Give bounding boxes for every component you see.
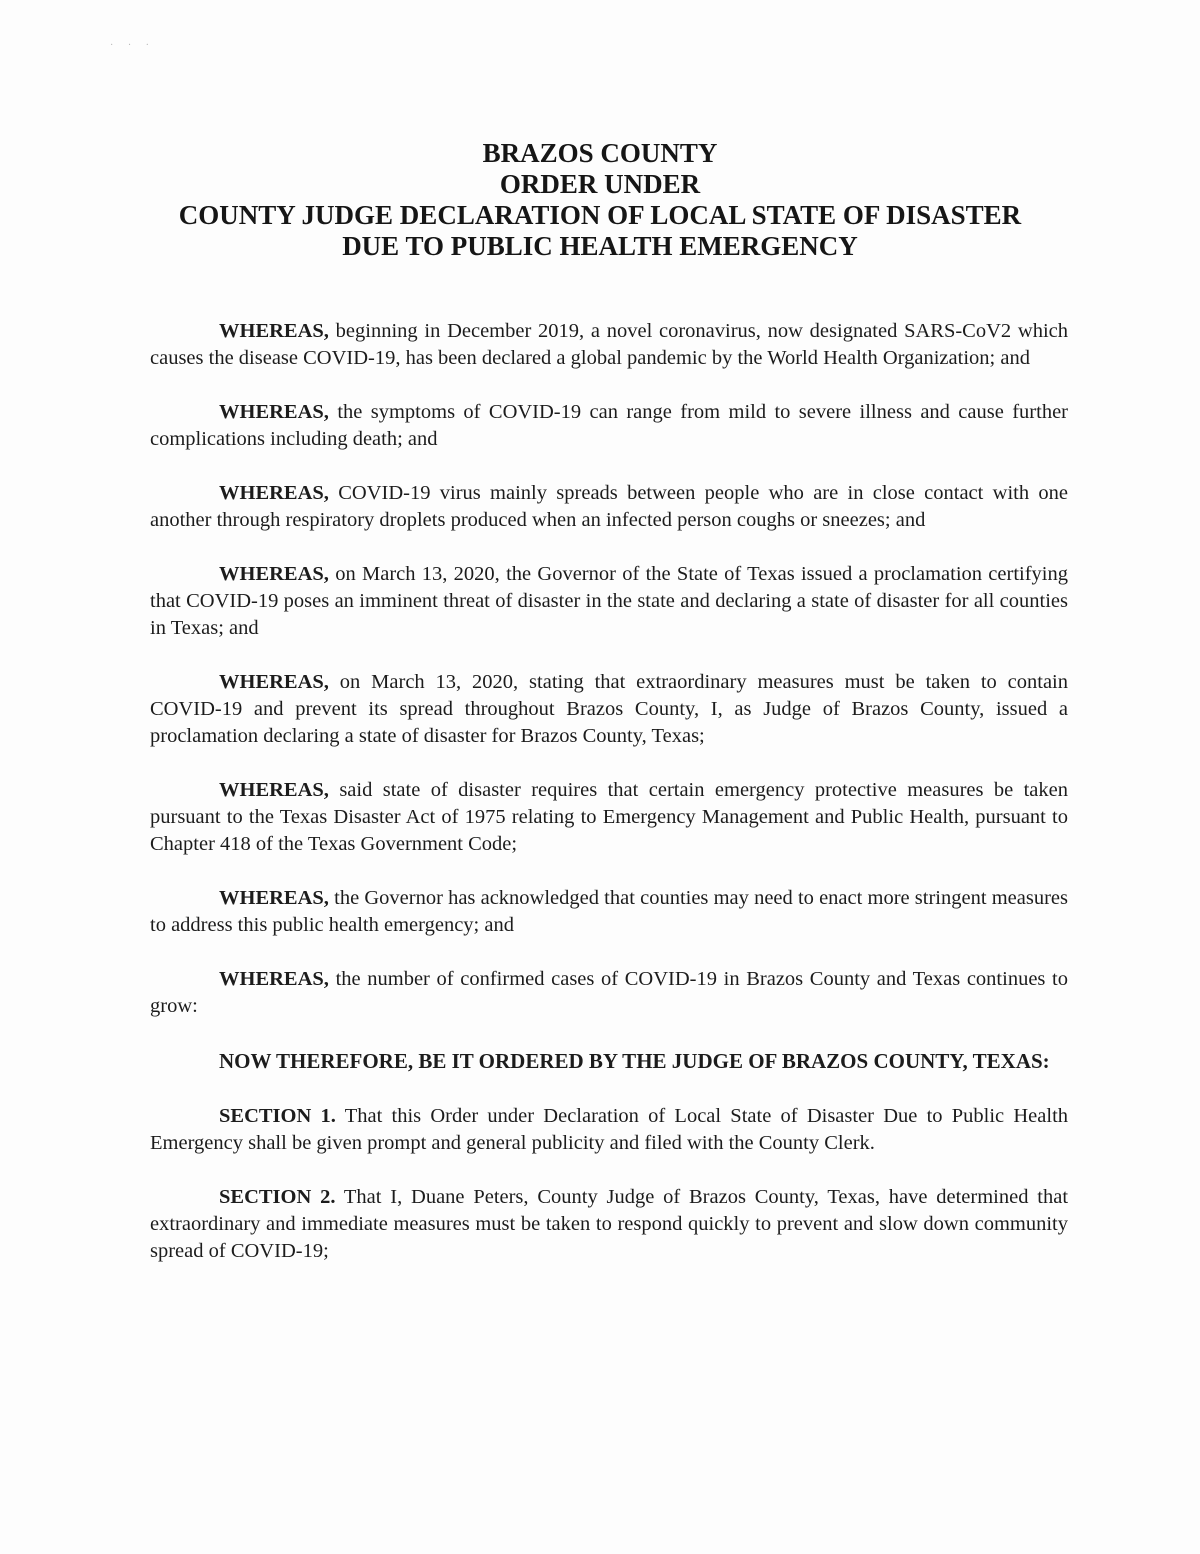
whereas-lead: WHEREAS, <box>219 887 329 909</box>
section-text: That I, Duane Peters, County Judge of Brazos County, Texas, have determined that extraordinary and immediate measures must be taken to respond quickly to prevent and slow down community spread of COVID-19; <box>150 1186 1069 1262</box>
whereas-text: the Governor has acknowledged that counties may need to enact more stringent measures to address this public health emergency; and <box>150 887 1068 936</box>
whereas-lead: WHEREAS, <box>219 482 329 504</box>
whereas-lead: WHEREAS, <box>219 671 329 693</box>
whereas-lead: WHEREAS, <box>219 968 329 990</box>
whereas-paragraph-4 <box>150 561 1068 642</box>
whereas-text: said state of disaster requires that certain emergency protective measures be taken pursuant to the Texas Disaster Act of 1975 relating to Emergency Management and Public Health, pursuant to Chapter 418 of the Texas Government Code; <box>150 779 1068 855</box>
whereas-lead: WHEREAS, <box>219 563 329 585</box>
whereas-text: on March 13, 2020, the Governor of the State of Texas issued a proclamation certifying that COVID-19 poses an imminent threat of disaster in the state and declaring a state of disaster for all counties in Texas; and <box>150 563 1068 639</box>
section-text: That this Order under Declaration of Local State of Disaster Due to Public Health Emergency shall be given prompt and general publicity and filed with the County Clerk. <box>150 1105 1069 1154</box>
header-emergency: DUE TO PUBLIC HEALTH EMERGENCY <box>342 231 858 261</box>
scan-artifact: · · · <box>110 40 155 51</box>
whereas-paragraph-5 <box>150 669 1068 750</box>
whereas-text: beginning in December 2019, a novel coronavirus, now designated SARS-CoV2 which causes the disease COVID-19, has been declared a global pandemic by the World Health Organization; and <box>150 320 1068 369</box>
whereas-text: COVID-19 virus mainly spreads between people who are in close contact with one another through respiratory droplets produced when an infected person coughs or sneezes; and <box>150 482 1068 531</box>
whereas-text: the number of confirmed cases of COVID-19 in Brazos County and Texas continues to grow: <box>150 968 1068 1017</box>
header-order-under: ORDER UNDER <box>499 169 701 199</box>
now-therefore-heading: NOW THEREFORE, BE IT ORDERED BY THE JUDGE OF BRAZOS COUNTY, TEXAS: <box>219 1049 1050 1073</box>
whereas-lead: WHEREAS, <box>219 779 329 801</box>
whereas-paragraph-2 <box>150 399 1068 453</box>
whereas-paragraph-8 <box>150 966 1068 1020</box>
whereas-paragraph-3 <box>150 480 1068 534</box>
section-lead: SECTION 1. <box>219 1105 336 1127</box>
whereas-text: the symptoms of COVID-19 can range from mild to severe illness and cause further complications including death; and <box>150 401 1068 450</box>
whereas-text: on March 13, 2020, stating that extraordinary measures must be taken to contain COVID-19 and prevent its spread throughout Brazos County, I, as Judge of Brazos County, issued a proclamation declaring a state of disaster for Brazos County, Texas; <box>150 671 1068 747</box>
header-county: BRAZOS COUNTY <box>482 138 718 168</box>
document-body <box>150 318 1068 1292</box>
section-2-paragraph <box>150 1184 1068 1265</box>
whereas-paragraph-1 <box>150 318 1068 372</box>
section-lead: SECTION 2. <box>219 1186 336 1208</box>
document-header <box>0 138 1200 262</box>
whereas-paragraph-6 <box>150 777 1068 858</box>
section-1-paragraph <box>150 1103 1068 1157</box>
whereas-lead: WHEREAS, <box>219 401 329 423</box>
header-declaration: COUNTY JUDGE DECLARATION OF LOCAL STATE OF DISASTER <box>178 200 1022 230</box>
whereas-paragraph-7 <box>150 885 1068 939</box>
whereas-lead: WHEREAS, <box>219 320 329 342</box>
